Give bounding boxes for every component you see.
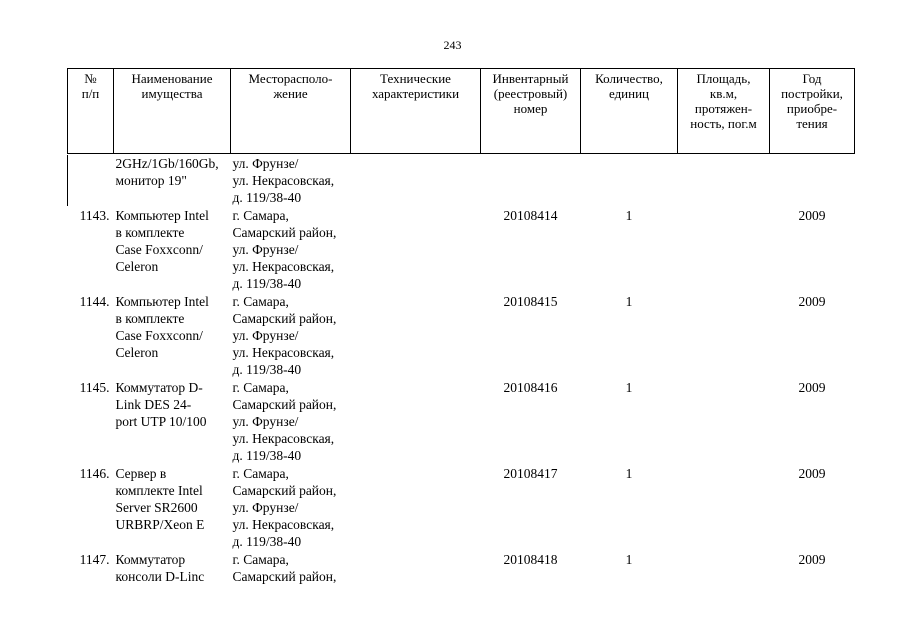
cell-area: [678, 550, 770, 586]
cell-location: ул. Фрунзе/ ул. Некрасовская, д. 119/38-40: [232, 156, 335, 205]
cell-year: 2009: [798, 552, 826, 568]
table-row: [68, 206, 855, 292]
cell-number: 1146.: [79, 466, 110, 482]
column-header-location: Месторасполо- жение: [231, 69, 351, 154]
cell-quantity: 1: [625, 552, 633, 568]
cell-technical: [351, 292, 481, 378]
cell-number: 1147.: [79, 552, 110, 568]
cell-quantity: 1: [625, 294, 633, 310]
cell-quantity: 1: [625, 466, 633, 482]
cell-technical: [351, 464, 481, 550]
cell-name: 2GHz/1Gb/160Gb, монитор 19": [115, 156, 219, 188]
cell-year: 2009: [798, 380, 826, 396]
cell-name: Коммутатор консоли D-Linc: [115, 552, 205, 585]
cell-name: Компьютер Intel в комплекте Case Foxxconn/ Celeron: [115, 208, 209, 274]
column-header-name: Наименование имущества: [114, 69, 231, 154]
cell-quantity: 1: [625, 380, 633, 396]
cell-year: 2009: [798, 466, 826, 482]
cell-location: г. Самара, Самарский район, ул. Фрунзе/ ул. Некрасовская, д. 119/38-40: [232, 208, 337, 291]
cell-area: [678, 155, 770, 206]
table-header: [67, 68, 855, 154]
cell-inventory: 20108417: [503, 466, 558, 482]
table-body: [67, 155, 855, 586]
cell-area: [678, 378, 770, 464]
cell-inventory: 20108414: [503, 208, 558, 224]
table-row: [68, 292, 855, 378]
cell-technical: [351, 550, 481, 586]
cell-inventory: [481, 155, 581, 206]
cell-quantity: 1: [625, 208, 633, 224]
column-header-number: № п/п: [68, 69, 114, 154]
cell-inventory: 20108416: [503, 380, 558, 396]
cell-quantity: [581, 155, 678, 206]
cell-technical: [351, 206, 481, 292]
table-row: [68, 378, 855, 464]
column-header-area: Площадь, кв.м, протяжен- ность, пог.м: [678, 69, 770, 154]
cell-year: 2009: [798, 294, 826, 310]
cell-inventory: 20108418: [503, 552, 558, 568]
cell-name: Сервер в комплекте Intel Server SR2600 URBRP/Xeon E: [115, 466, 205, 532]
cell-name: Компьютер Intel в комплекте Case Foxxconn/ Celeron: [115, 294, 209, 360]
cell-location: г. Самара, Самарский район,: [232, 552, 337, 585]
cell-area: [678, 206, 770, 292]
cell-number: 1143.: [79, 208, 110, 224]
table-row: [68, 464, 855, 550]
cell-inventory: 20108415: [503, 294, 558, 310]
column-header-inventory: Инвентарный (реестровый) номер: [481, 69, 581, 154]
cell-number: [68, 155, 114, 206]
cell-area: [678, 292, 770, 378]
column-header-technical: Технические характеристики: [351, 69, 481, 154]
cell-location: г. Самара, Самарский район, ул. Фрунзе/ ул. Некрасовская, д. 119/38-40: [232, 294, 337, 377]
column-header-year: Год постройки, приобре- тения: [770, 69, 855, 154]
cell-location: г. Самара, Самарский район, ул. Фрунзе/ ул. Некрасовская, д. 119/38-40: [232, 380, 337, 463]
cell-name: Коммутатор D- Link DES 24- port UTP 10/100: [115, 380, 207, 429]
column-header-quantity: Количество, единиц: [581, 69, 678, 154]
cell-year: 2009: [798, 208, 826, 224]
cell-year: [770, 155, 855, 206]
page-number: 243: [443, 38, 462, 52]
cell-number: 1144.: [79, 294, 110, 310]
cell-area: [678, 464, 770, 550]
table-row: [68, 550, 855, 586]
cell-number: 1145.: [79, 380, 110, 396]
table-row-continuation: [68, 155, 855, 206]
cell-technical: [351, 155, 481, 206]
cell-technical: [351, 378, 481, 464]
cell-location: г. Самара, Самарский район, ул. Фрунзе/ ул. Некрасовская, д. 119/38-40: [232, 466, 337, 549]
